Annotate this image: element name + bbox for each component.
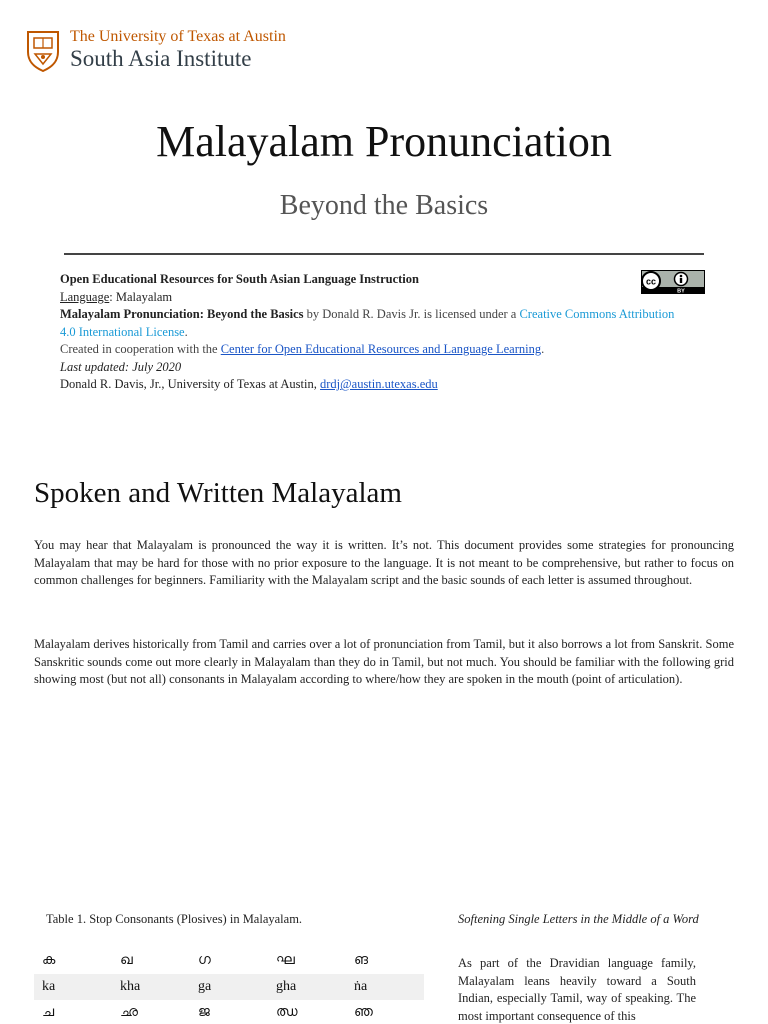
table-cell: ga	[198, 979, 212, 994]
university-name: The University of Texas at Austin	[70, 28, 286, 45]
table-cell: kha	[120, 979, 141, 994]
sidebar-text: As part of the Dravidian language family, Malayalam leans heavily toward a South Indian, especially Tamil, way of speaking. The most important consequence of this	[458, 956, 696, 1023]
document-subtitle: Beyond the Basics	[279, 190, 489, 221]
table-cell: ഝ	[276, 1005, 298, 1020]
cooperation-line	[60, 341, 680, 359]
language-label: Language	[60, 289, 110, 304]
table-cell: ജ	[198, 1005, 210, 1020]
cc-badge-text: cc	[645, 276, 657, 287]
table-row	[34, 1000, 424, 1024]
document-meta	[60, 271, 680, 394]
table-cell: ച	[42, 1005, 55, 1020]
author-line	[60, 376, 680, 394]
license-by-text: by Donald R. Davis Jr. is licensed under a	[303, 307, 520, 321]
institute-name: South Asia Institute	[70, 46, 252, 71]
table-cell: ഖ	[120, 953, 133, 968]
table-cell: ഘ	[276, 953, 295, 968]
cc-by-license-icon[interactable]	[641, 270, 705, 294]
table-cell: ങ	[354, 953, 369, 968]
work-title: Malayalam Pronunciation: Beyond the Basics	[60, 307, 304, 321]
ut-seal-icon	[26, 30, 60, 72]
table-cell: ka	[42, 979, 56, 994]
license-end: .	[184, 324, 188, 339]
table-cell: ഞ	[354, 1005, 373, 1020]
table-row	[34, 948, 424, 974]
coerll-link[interactable]: Center for Open Educational Resources and Language Learning	[220, 342, 542, 356]
intro-paragraph: You may hear that Malayalam is pronounced the way it is written. It’s not. This document provides some strategies for pronouncing Malayalam that may be hard for those with no prior exposure to the language. It is not meant to be comprehensive, but rather to focus on common challenges for beginners. Familiarity with the Malayalam script and the basic sounds of each letter is assumed throughout.	[34, 538, 734, 587]
table-cell: ṅa	[354, 979, 368, 994]
document-title: Malayalam Pronunciation	[156, 117, 612, 166]
by-badge-text: BY	[677, 288, 685, 294]
last-updated: Last updated: July 2020	[60, 359, 182, 374]
table-cell: ഛ	[120, 1005, 138, 1020]
oer-heading: Open Educational Resources for South Asian Language Instruction	[60, 272, 419, 286]
cooperation-prefix: Created in cooperation with the	[60, 342, 221, 356]
license-link[interactable]: Creative Commons Attribution 4.0 International License	[60, 307, 675, 339]
table-cell: gha	[276, 979, 297, 994]
author-email-link[interactable]: drdj@austin.utexas.edu	[320, 377, 438, 391]
license-line	[60, 306, 680, 341]
history-paragraph: Malayalam derives historically from Tamil and carries over a lot of pronunciation from Tamil, but it also borrows a lot from Sanskrit. Some Sanskritic sounds come out more clearly in Malayalam than they do in Tamil, but not much. You should be familiar with the following grid showing most (but not all) consonants in Malayalam according to where/how they are spoken in the mouth (point of articulation).	[34, 637, 734, 686]
language-value: : Malayalam	[109, 289, 173, 304]
section-heading: Spoken and Written Malayalam	[34, 477, 402, 509]
table-cell: ക	[42, 953, 56, 968]
cooperation-end: .	[541, 342, 545, 356]
author-prefix: Donald R. Davis, Jr., University of Texas at Austin,	[60, 377, 320, 391]
consonant-table	[34, 948, 424, 1024]
table-caption: Table 1. Stop Consonants (Plosives) in Malayalam.	[46, 912, 303, 926]
title-divider	[64, 253, 704, 255]
sidebar-title: Softening Single Letters in the Middle of a Word	[458, 912, 699, 926]
language-line	[60, 289, 680, 307]
university-logo	[26, 28, 306, 74]
table-cell: ഗ	[198, 953, 211, 968]
table-row	[34, 974, 424, 1000]
